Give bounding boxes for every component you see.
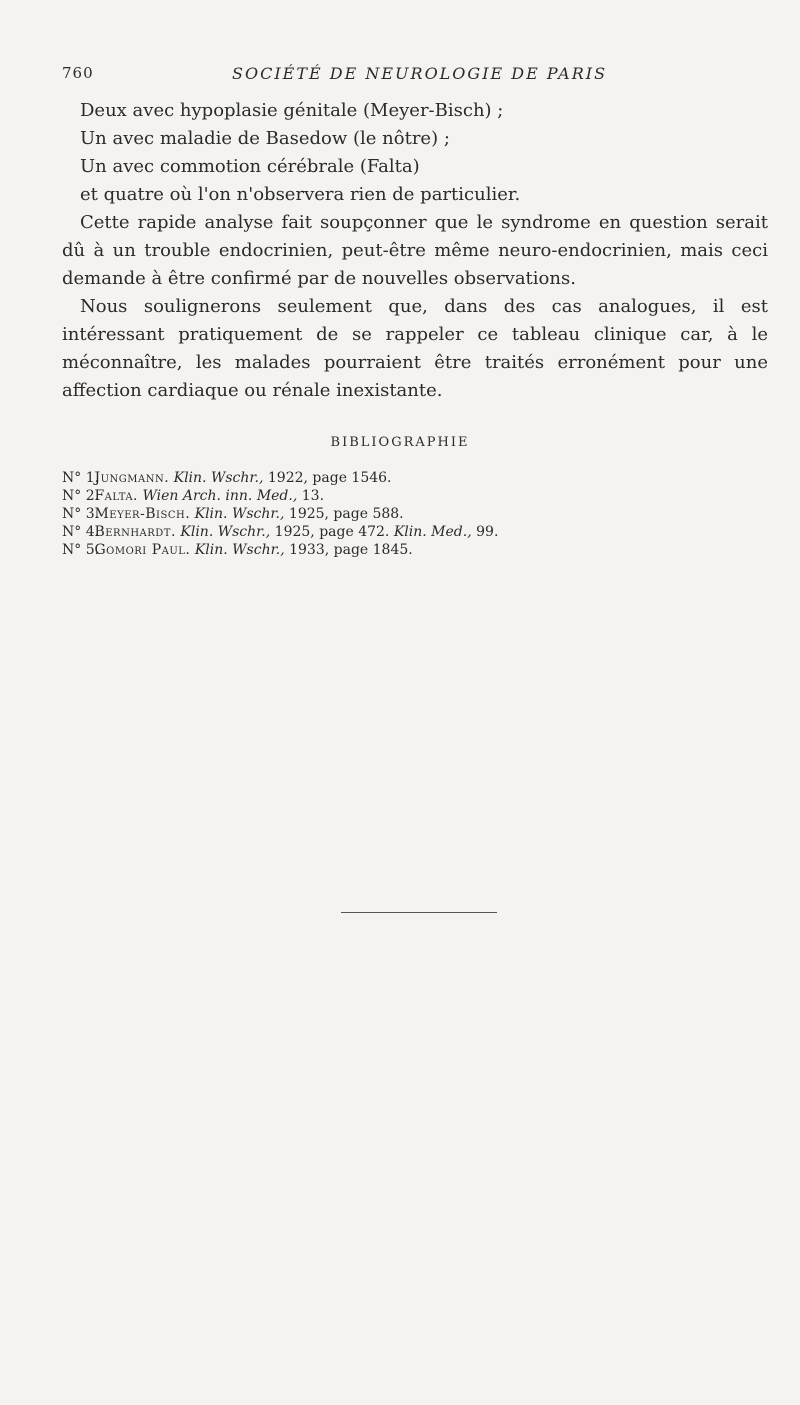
entry-journal: Wien Arch. inn. Med., [142, 488, 298, 504]
bibliography-title: BIBLIOGRAPHIE [330, 435, 470, 450]
text-line: et quatre où l'on n'observera rien de particulier. [80, 184, 521, 205]
bibliography-list [62, 469, 768, 559]
page-header [62, 64, 762, 88]
entry-journal-secondary: Klin. Med., [393, 524, 472, 540]
entry-details: 13. [301, 488, 325, 504]
bibliography-entry [62, 523, 768, 541]
entry-details: 1933, page 1845. [289, 542, 413, 558]
entry-author: Falta. [94, 488, 139, 504]
entry-details: 1925, page 588. [288, 506, 404, 522]
entry-author: Gomori Paul. [94, 542, 191, 558]
entry-details-secondary: 99. [476, 524, 499, 540]
entry-number: N° 4. [62, 524, 100, 540]
text-line: Un avec commotion cérébrale (Falta) [80, 156, 420, 177]
paragraph: Cette rapide analyse fait soupçonner que le syndrome en question serait dû à un trouble endocrinien, peut-être même neuro-endocrinien, mais ceci demande à être confirmé par de nouvelles observations. [62, 212, 768, 289]
entry-number: N° 1. [62, 470, 100, 486]
entry-number: N° 3. [62, 506, 100, 522]
entry-details: 1922, page 1546. [267, 470, 392, 486]
end-rule [341, 912, 497, 913]
entry-number: N° 2. [62, 488, 100, 504]
bibliography-entry [62, 469, 768, 487]
entry-author: Meyer-Bisch. [94, 506, 191, 522]
text-line: Un avec maladie de Basedow (le nôtre) ; [80, 128, 450, 149]
entry-details: 1925, page 472. [274, 524, 390, 540]
entry-journal: Klin. Wschr., [173, 470, 264, 486]
entry-journal: Klin. Wschr., [194, 542, 285, 558]
bibliography-entry [62, 541, 768, 559]
running-head: SOCIÉTÉ DE NEUROLOGIE DE PARIS [232, 64, 608, 83]
bibliography-entry [62, 487, 768, 505]
entry-author: Jungmann. [94, 470, 170, 486]
text-line: Deux avec hypoplasie génitale (Meyer-Bisch) ; [80, 100, 504, 121]
paragraph: Nous soulignerons seulement que, dans des cas analogues, il est intéressant pratiquement de se rappeler ce tableau clinique car, à le méconnaître, les malades pourraient être traités erronément pour une affection cardiaque ou rénale inexistante. [62, 296, 768, 401]
entry-journal: Klin. Wschr., [194, 506, 285, 522]
page-number: 760 [62, 64, 94, 82]
bibliography-entry [62, 505, 768, 523]
entry-number: N° 5. [62, 542, 100, 558]
entry-journal: Klin. Wschr., [180, 524, 271, 540]
entry-author: Bernhardt. [94, 524, 176, 540]
body-text [62, 97, 768, 405]
